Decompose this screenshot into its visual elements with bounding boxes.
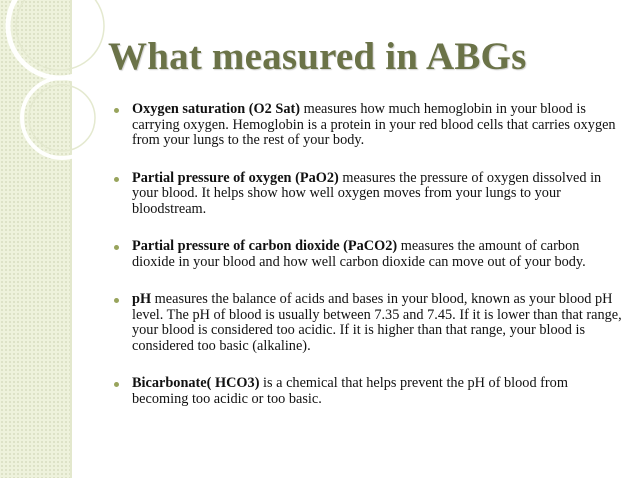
bullet-item-paco2 [112, 239, 622, 270]
bullet-term: Partial pressure of oxygen (PaO2) [132, 169, 339, 186]
bullet-dot-icon [114, 108, 119, 113]
bullet-term: Oxygen saturation (O2 Sat) [132, 101, 300, 117]
bullet-item-oxygen-saturation [112, 102, 622, 149]
bullet-dot-icon [114, 177, 119, 182]
bullet-text: is a chemical that helps prevent the pH of blood from becoming too acidic or too basic. [132, 375, 568, 407]
bullet-term: Partial pressure of carbon dioxide (PaCO2) [132, 238, 398, 254]
bullet-text: measures the pressure of oxygen dissolved in your blood. It helps show how well oxygen moves from your lungs to your bloodstream. [132, 169, 602, 217]
bullet-item-ph [112, 292, 622, 354]
bullet-term: pH [132, 291, 152, 307]
bullet-text: measures the balance of acids and bases in your blood, known as your blood pH level. The pH of blood is usually between 7.35 and 7.45. If it is lower than that range, your blood is considered too acidic. If it is higher than that range, your blood is considered too basic (alkaline). [132, 291, 622, 354]
slide-title: What measured in ABGs [108, 35, 527, 78]
bullet-term: Bicarbonate( HCO3) [132, 375, 260, 391]
bullet-text: measures the amount of carbon dioxide in your blood and how well carbon dioxide can move out of your body. [132, 238, 586, 270]
bullet-list [112, 102, 622, 429]
bullet-dot-icon [114, 382, 119, 387]
bullet-text: measures how much hemoglobin in your blood is carrying oxygen. Hemoglobin is a protein in your red blood cells that carries oxygen from your lungs to the rest of your body. [132, 101, 616, 148]
bullet-dot-icon [114, 245, 119, 250]
bullet-item-pao2 [112, 171, 622, 218]
bullet-item-bicarbonate [112, 376, 622, 407]
bullet-dot-icon [114, 298, 119, 303]
